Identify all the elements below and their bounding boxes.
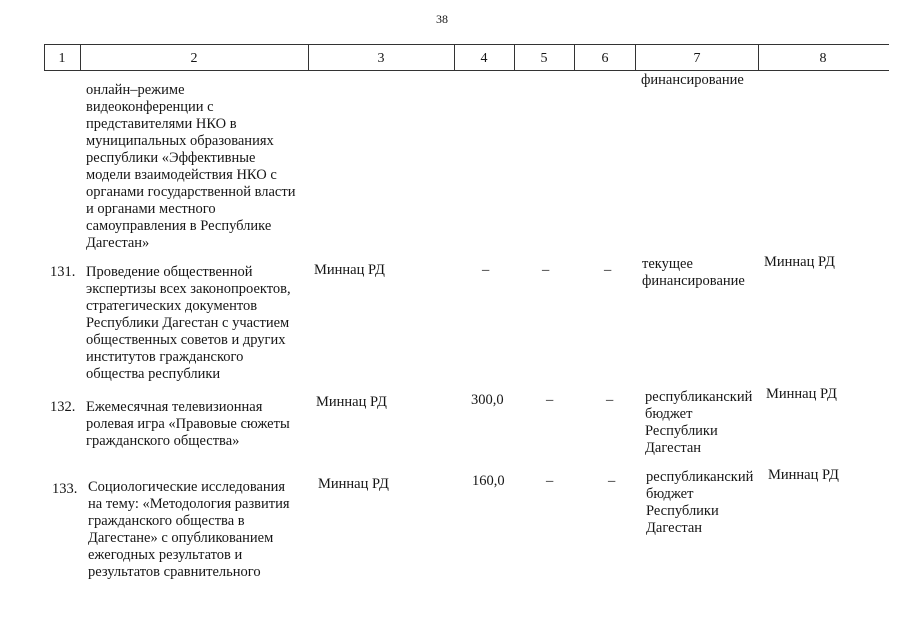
column-header-6: 6 [601, 51, 609, 66]
row-amount: – [482, 262, 490, 278]
column-header-2: 2 [190, 51, 198, 66]
column-header-5: 5 [540, 51, 548, 66]
row-amount: 300,0 [471, 392, 504, 408]
column-header-8: 8 [819, 51, 827, 66]
column-header-7: 7 [693, 51, 701, 66]
column-header-4: 4 [480, 51, 488, 66]
row-responsible: Миннац РД [768, 467, 839, 483]
row-col5: – [546, 473, 554, 489]
row-number: 132. [50, 399, 76, 415]
row-funding-source: республиканский бюджет Республики Дагестан [645, 389, 753, 456]
row-executor: Миннац РД [314, 262, 385, 278]
column-header-3: 3 [377, 51, 385, 66]
row-funding-source: республиканский бюджет Республики Дагестан [646, 469, 754, 536]
row-responsible: Миннац РД [764, 254, 835, 270]
header-divider [758, 44, 759, 70]
row-col5: – [542, 262, 550, 278]
row-col6: – [606, 392, 614, 408]
row-col6: – [608, 473, 616, 489]
continued-funding-source: финансирование [641, 72, 744, 88]
continued-item-text: онлайн–режиме видеоконференции с представителями НКО в муниципальных образованиях республики «Эффективные модели взаимодействия НКО с органами государственной власти и органами местного самоуправления в Республике Дагестан» [86, 82, 296, 251]
header-top-border [44, 44, 889, 45]
row-description: Ежемесячная телевизионная ролевая игра «Правовые сюжеты гражданского общества» [86, 399, 290, 449]
header-divider [574, 44, 575, 70]
header-divider [514, 44, 515, 70]
row-col6: – [604, 262, 612, 278]
row-number: 133. [52, 481, 78, 497]
column-header-1: 1 [58, 51, 66, 66]
header-divider [635, 44, 636, 70]
page-number: 38 [436, 12, 448, 26]
row-description: Социологические исследования на тему: «Методология развития гражданского общества в Дагестане» с опубликованием ежегодных результатов и результатов сравнительного [88, 479, 290, 580]
row-funding-source: текущее финансирование [642, 256, 745, 289]
header-divider [454, 44, 455, 70]
row-responsible: Миннац РД [766, 386, 837, 402]
row-col5: – [546, 392, 554, 408]
header-bottom-border [44, 70, 889, 71]
row-description: Проведение общественной экспертизы всех законопроектов, стратегических документов Республики Дагестан с участием общественных советов и других институтов гражданского общества республики [86, 264, 291, 382]
row-amount: 160,0 [472, 473, 505, 489]
row-executor: Миннац РД [316, 394, 387, 410]
header-divider [308, 44, 309, 70]
row-executor: Миннац РД [318, 476, 389, 492]
row-number: 131. [50, 264, 76, 280]
